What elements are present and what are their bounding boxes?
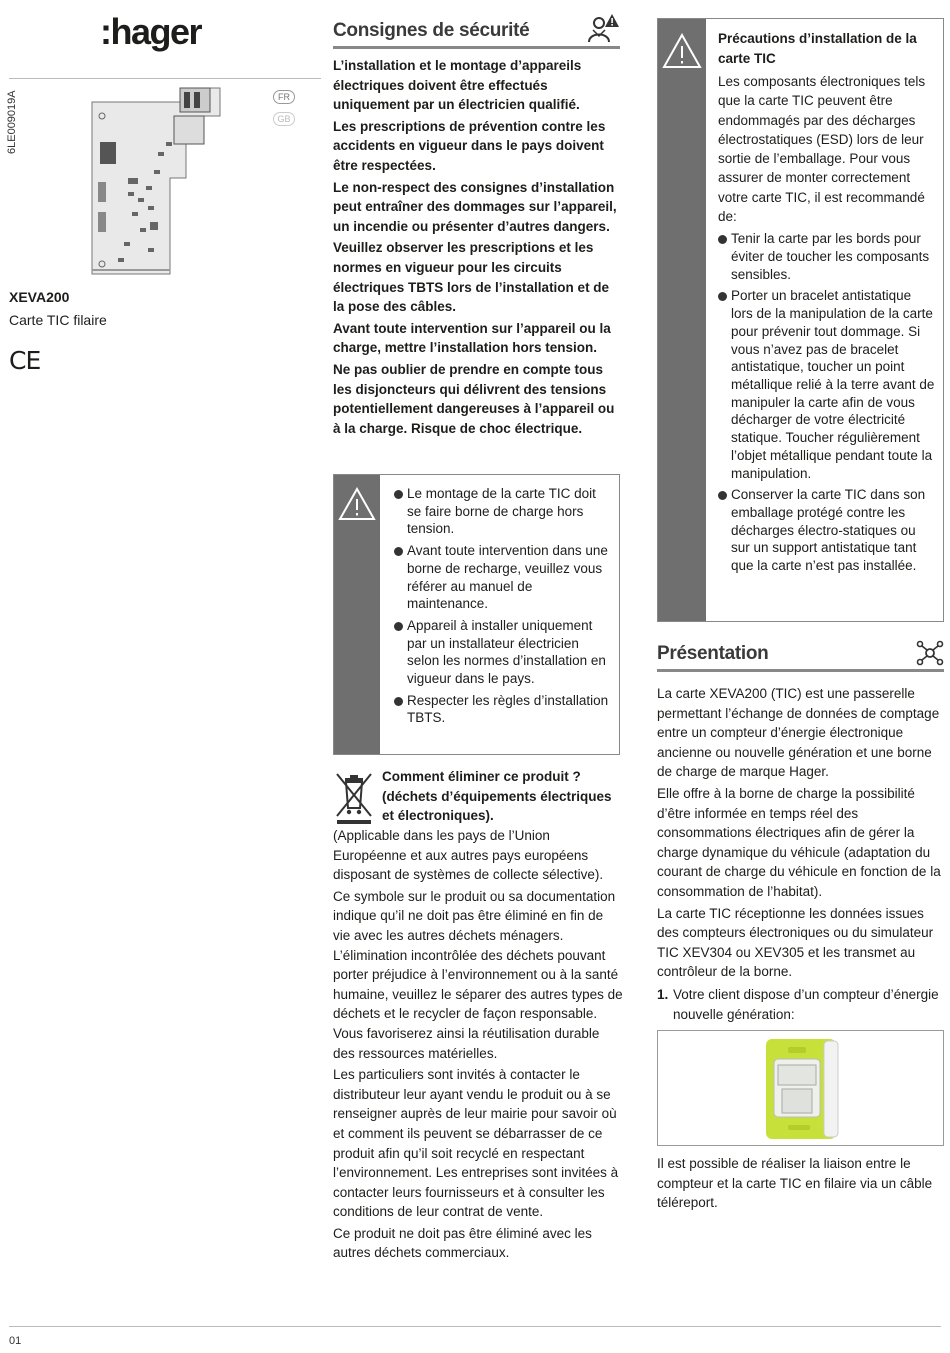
list-item-text: Votre client dispose d’un compteur d’énergie nouvelle génération: (673, 987, 939, 1022)
disposal-title: Comment éliminer ce produit ? (déchets d’équipements électriques et électroniques). (382, 769, 612, 823)
product-code: XEVA200 (9, 289, 70, 305)
safety-paragraph: Le non-respect des consignes d’installation peut entraîner des dommages sur l’appareil, un incendie ou présenter d’autres dangers. (333, 179, 617, 234)
list-item: Le montage de la carte TIC doit se faire borne de charge hors tension. (394, 485, 611, 538)
warning-list (380, 475, 619, 754)
safety-paragraph: Avant toute intervention sur l’appareil ou la charge, mettre l’installation hors tension. (333, 320, 611, 356)
ce-mark: CE (9, 346, 41, 375)
safety-paragraphs (333, 56, 623, 440)
safety-paragraph: Veuillez observer les prescriptions et les normes en vigueur pour les circuits électriques TBTS lors de l’installation et de la pose des câbles. (333, 240, 610, 315)
safety-person-icon (586, 12, 620, 44)
presentation-after-image: Il est possible de réaliser la liaison entre le compteur et la carte TIC en filaire via un câble téléreport. (657, 1156, 933, 1211)
language-badge-gb: GB (273, 112, 295, 126)
page-number: 01 (9, 1335, 22, 1347)
language-badge-fr: FR (273, 90, 295, 104)
list-item: Avant toute intervention dans une borne de recharge, veuillez vous référer au manuel de maintenance. (394, 542, 611, 613)
tic-precautions-title: Précautions d’installation de la carte TIC (718, 31, 917, 66)
product-name: Carte TIC filaire (9, 312, 107, 328)
meter-image-frame (657, 1030, 944, 1146)
disposal-paragraph: Ce symbole sur le produit ou sa documentation indique qu’il ne doit pas être éliminé en fin de vie avec les autres déchets ménagers. L’élimination incontrôlée des déchets pouvant porter préjudice à l’environnement ou à la santé humaine, veuillez le séparer des autres types de déchets et le recycler de façon responsable. Vous favoriserez ainsi la réutilisation durable des ressources matérielles. (333, 888, 623, 1061)
safety-title: Consignes de sécurité (333, 20, 530, 41)
safety-title-rule (333, 46, 620, 49)
presentation-title: Présentation (657, 643, 769, 664)
tic-precautions-box (657, 18, 944, 622)
safety-paragraph: L’installation et le montage d’appareils électriques doivent être effectués uniquement par un électricien qualifié. (333, 58, 582, 113)
presentation-paragraph: Elle offre à la borne de charge la possibilité d’être informée en temps réel des consommations électriques afin de gérer la charge dynamique du véhicule (adaptation du courant de charge du véhicule en fonction de la consommation de l’habitat). (657, 785, 941, 899)
presentation-paragraph: La carte TIC réceptionne les données issues des compteurs électroniques ou du simulateur TIC XEV304 ou XEV305 et les transmet au contrôleur de la borne. (657, 905, 934, 980)
disposal-paragraph: Les particuliers sont invités à contacter le distributeur leur ayant vendu le produit ou à se renseigner auprès de leur mairie pour savoir où et comment ils peuvent se débarrasser de ce produit afin qu’il soit recyclé en respectant l’environnement. Les entreprises sont invitées à contacter leurs fournisseurs et à consulter les conditions de leur contrat de vente. (333, 1067, 619, 1220)
warning-side-panel (334, 475, 380, 754)
hager-logo: :hager (100, 11, 202, 52)
list-item: Respecter les règles d’installation TBTS. (394, 692, 611, 727)
weee-bin-icon (333, 770, 375, 826)
safety-paragraph: Ne pas oublier de prendre en compte tous les disjoncteurs qui délivrent des tensions potentiellement dangereuses à l’appareil ou à la charge. Risque de choc électrique. (333, 361, 615, 436)
warning-side-panel (658, 19, 706, 621)
safety-paragraph: Les prescriptions de prévention contre les accidents en vigueur dans le pays doivent être respectées. (333, 118, 606, 173)
list-item: Appareil à installer uniquement par un installateur électricien selon les normes d’installation en vigueur dans le pays. (394, 617, 611, 688)
list-item: Tenir la carte par les bords pour éviter de toucher les composants sensibles. (718, 230, 935, 283)
disposal-paragraph: Ce produit ne doit pas être éliminé avec les autres déchets commerciaux. (333, 1225, 592, 1261)
presentation-title-rule (657, 669, 944, 672)
tic-precautions-content (706, 19, 943, 621)
warning-triangle-icon (338, 487, 376, 521)
network-nodes-icon (916, 640, 944, 666)
tic-precautions-intro: Les composants électroniques tels que la carte TIC peuvent être endommagés par des décharges électrostatiques (ESD) lors de leur sortie de l’emballage. Pour vous assurer de monter correctement votre carte TIC, il est recommandé de: (718, 74, 926, 225)
list-number: 1. (657, 987, 669, 1002)
warning-triangle-icon (662, 33, 702, 69)
presentation-numbered-item (657, 985, 944, 1024)
energy-meter-image (762, 1037, 842, 1141)
disposal-paragraphs (333, 826, 623, 1265)
list-item: Porter un bracelet antistatique lors de la manipulation de la carte pour prévenir tout dommage. Si vous n’avez pas de bracelet antistatique, toucher un point métallique relié à la terre avant de manipuler la carte afin de vous décharger de votre électricité statique. Toucher régulièrement l’objet métallique pendant toute la manipulation. (718, 287, 935, 482)
disposal-paragraph: (Applicable dans les pays de l’Union Européenne et aux autres pays européens disposant de systèmes de collecte sélective). (333, 828, 604, 883)
footer-divider (9, 1326, 941, 1327)
safety-warning-box (333, 474, 620, 755)
document-reference: 6LE009019A (6, 90, 18, 154)
tic-precautions-list (718, 226, 935, 574)
header-divider (9, 78, 321, 79)
presentation-paragraphs (657, 684, 944, 984)
circuit-board-image (88, 82, 264, 280)
list-item: Conserver la carte TIC dans son emballage protégé contre les décharges électro-statiques ou sur un support antistatique tant que la carte n’est pas installée. (718, 486, 935, 575)
presentation-paragraph: La carte XEVA200 (TIC) est une passerelle permettant l’échange de données de comptage entre un compteur d’énergie électronique ancienne ou nouvelle génération et une borne de charge de marque Hager. (657, 686, 940, 780)
